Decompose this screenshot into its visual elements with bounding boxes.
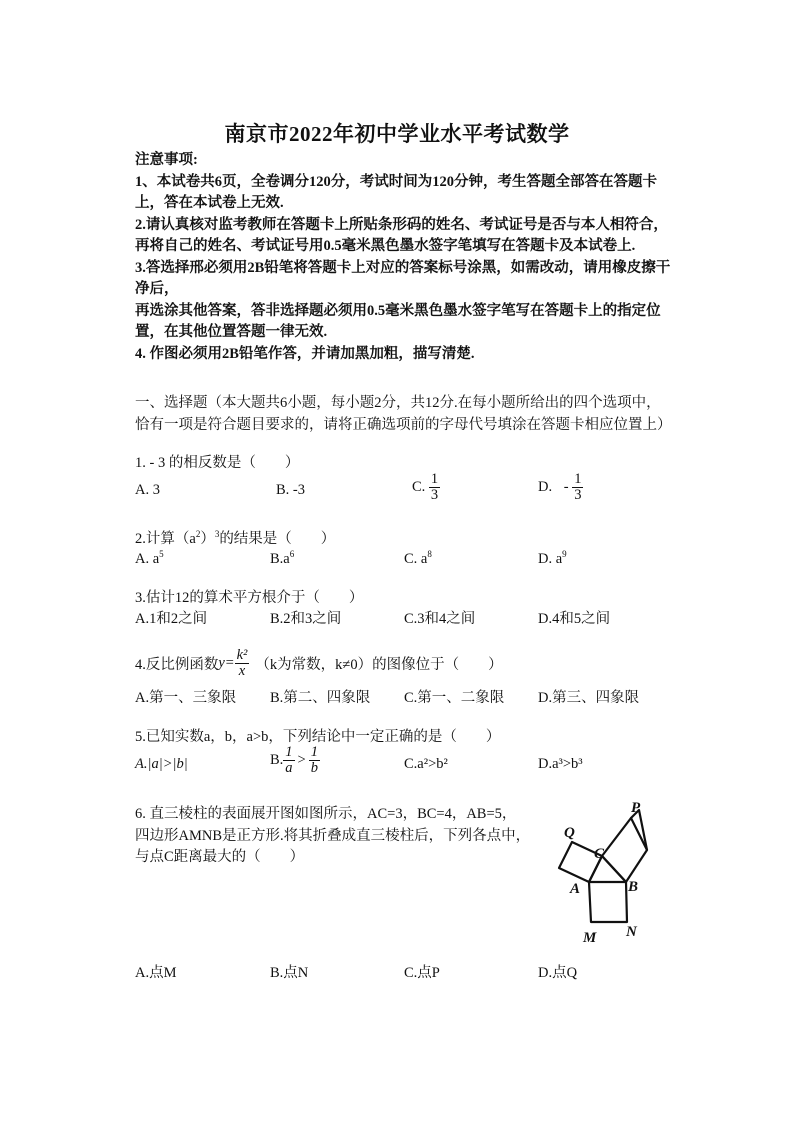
question-3-option-d: D.4和5之间 <box>538 611 611 627</box>
stem-line: 与点C距离最大的（ ） <box>135 849 305 865</box>
question-1-option-c <box>412 472 440 503</box>
option-text: B. <box>270 752 284 768</box>
notice-item-2: 2.请认真核对监考教师在答题卡上所贴条形码的姓名、考试证号是否与本人相符合，再将自己的姓名、考试证号用0.5毫米黑色墨水签字笔填写在答题卡及本试卷上. <box>135 216 668 254</box>
label-b: B <box>628 879 639 895</box>
option-c-label: C. <box>412 479 426 495</box>
fraction <box>429 472 440 503</box>
label-p: P <box>631 800 641 816</box>
stem-text: ） <box>200 531 215 547</box>
exponent: 2 <box>195 529 201 540</box>
minus-sign: - <box>563 479 569 495</box>
question-5-option-a: A.|a|>|b| <box>135 756 188 772</box>
stem-line: 6. 直三棱柱的表面展开图如图所示，AC=3，BC=4，AB=5， <box>135 806 517 822</box>
prism-net-diagram <box>545 790 665 950</box>
greater-than: > <box>297 752 306 768</box>
label-n: N <box>626 924 637 940</box>
numerator: 1 <box>310 744 318 760</box>
numerator: 1 <box>285 744 293 760</box>
question-3-option-c: C.3和4之间 <box>404 611 476 627</box>
label-q: Q <box>564 825 575 841</box>
question-1-option-a: A. 3 <box>135 482 160 498</box>
page-title: 南京市2022年初中学业水平考试数学 <box>224 122 570 146</box>
question-5-option-b <box>270 745 320 776</box>
label-c: C <box>594 846 605 862</box>
exponent: 3 <box>214 529 220 540</box>
numerator: 1 <box>574 471 582 487</box>
question-3-stem: 3.估计12的算术平方根介于（ ） <box>135 590 364 606</box>
question-2-option-d <box>538 549 567 568</box>
question-6-option-b: B.点N <box>270 965 309 981</box>
notice-item-1: 1、本试卷共6页，全卷调分120分，考试时间为120分钟，考生答题全部答在答题卡上，答在本试卷上无效. <box>135 173 657 211</box>
numerator: k² <box>236 647 248 663</box>
question-5-option-c: C.a²>b² <box>404 756 448 772</box>
square-amnb <box>589 882 627 922</box>
rectangle-bc <box>602 818 647 882</box>
denominator: x <box>238 663 246 679</box>
question-2-option-c <box>404 549 432 568</box>
denominator: 3 <box>574 487 582 503</box>
stem-text: y= <box>218 655 235 671</box>
question-4-option-c: C.第一、二象限 <box>404 690 505 706</box>
notice-item-3-cont: 再选涂其他答案，答非选择题必须用0.5毫米黑色墨水签字笔写在答题卡上的指定位置，在其他位置答题一律无效. <box>135 302 661 340</box>
question-6-option-a: A.点M <box>135 965 177 981</box>
numerator: 1 <box>430 471 439 487</box>
question-4-option-b: B.第二、四象限 <box>270 690 371 706</box>
stem-text: 的结果是（ ） <box>219 531 336 547</box>
question-6-stem <box>135 804 530 869</box>
question-3-option-a: A.1和2之间 <box>135 611 208 627</box>
exponent: 8 <box>427 549 432 559</box>
notice-block <box>135 150 675 365</box>
exponent: 9 <box>562 549 567 559</box>
notice-item-4: 4. 作图必须用2B铅笔作答，并请加黑加粗，描写清楚. <box>135 345 475 362</box>
question-4-option-a: A.第一、三象限 <box>135 690 237 706</box>
denominator: b <box>310 760 318 776</box>
option-text: C. a <box>404 550 428 567</box>
option-d-label: D. <box>538 479 553 495</box>
stem-line: 四边形AMNB是正方形.将其折叠成直三棱柱后，下列各点中， <box>135 827 531 844</box>
question-1-option-d <box>538 472 583 503</box>
denominator: a <box>285 760 293 776</box>
stem-text: （k为常数，k≠0）的图像位于（ ） <box>255 657 503 673</box>
notice-item-3: 3.答选择邢必须用2B铅笔将答题卡上对应的答案标号涂黑，如需改动，请用橡皮擦干净后， <box>135 259 671 297</box>
question-4-stem <box>135 648 503 679</box>
option-text: B.a <box>270 550 290 567</box>
question-2-option-b <box>270 549 294 568</box>
stem-text: 4.反比例函数 <box>135 657 219 673</box>
question-3-option-b: B.2和3之间 <box>270 611 342 627</box>
question-5-option-d: D.a³>b³ <box>538 756 583 772</box>
exponent: 6 <box>289 549 295 559</box>
label-m: M <box>583 930 597 946</box>
question-1-stem: 1. - 3 的相反数是（ ） <box>135 455 300 471</box>
option-text: A. a <box>135 550 160 567</box>
exponent: 5 <box>159 549 164 559</box>
denominator: 3 <box>430 487 439 503</box>
question-6-option-d: D.点Q <box>538 965 578 981</box>
fraction <box>235 648 250 679</box>
question-4-option-d: D.第三、四象限 <box>538 690 640 706</box>
question-2-stem <box>135 527 335 548</box>
section-heading: 一、选择题（本大题共6小题，每小题2分，共12分.在每小题所给出的四个选项中，恰有一项是符合题目要求的，请将正确选项前的字母代号填涂在答题卡相应位置上） <box>135 395 672 433</box>
question-2-option-a <box>135 549 164 568</box>
question-5-stem: 5.已知实数a，b，a>b，下列结论中一定正确的是（ ） <box>135 729 501 745</box>
notice-heading: 注意事项: <box>135 152 198 168</box>
question-6-option-c: C.点P <box>404 965 440 981</box>
stem-text: 2.计算（a <box>135 531 196 547</box>
fraction <box>283 745 294 776</box>
fraction <box>572 472 583 503</box>
question-1-option-b: B. -3 <box>276 482 305 498</box>
option-text: D. a <box>538 550 563 567</box>
fraction <box>309 745 320 776</box>
label-a: A <box>570 881 581 897</box>
